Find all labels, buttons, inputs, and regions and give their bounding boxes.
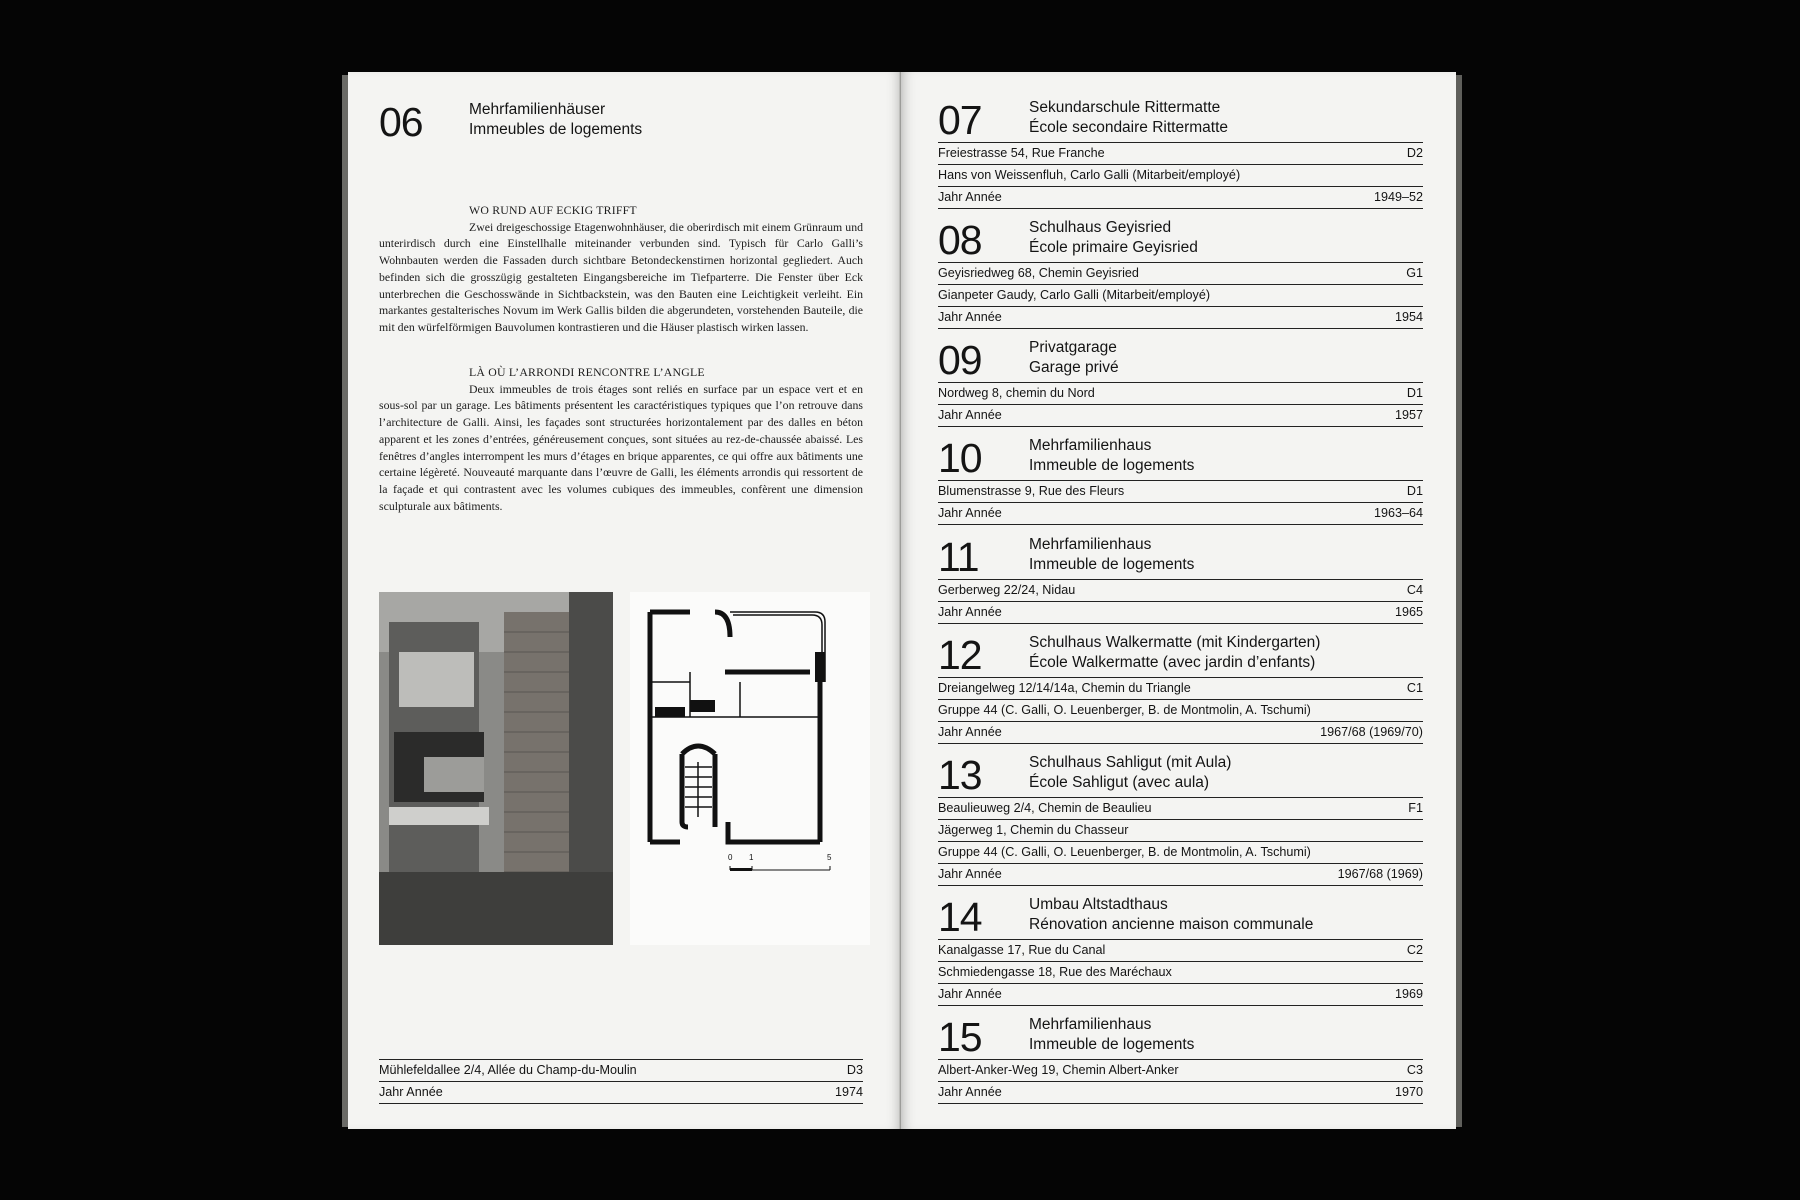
info-row [938,480,1423,502]
info-row [938,142,1423,164]
row-value: D1 [1406,484,1423,498]
entry-title-de: Privatgarage [1029,339,1117,356]
info-row [938,1059,1423,1081]
entry-title-de: Mehrfamilienhaus [1029,437,1152,454]
entry-number: 07 [938,97,982,143]
info-row [938,284,1423,306]
entry-number: 10 [938,435,982,481]
row-value: 1965 [1394,605,1423,619]
heading-fr: LÀ OÙ L’ARRONDI RENCONTRE L’ANGLE [469,365,705,379]
row-text: Gerberweg 22/24, Nidau [938,583,1076,597]
description-fr [379,364,863,514]
info-row [938,579,1423,601]
row-text: Jahr Année [938,310,1002,324]
entry-title-fr: École Walkermatte (avec jardin d’enfants) [1029,654,1316,671]
info-row [938,502,1423,525]
info-row [938,863,1423,886]
info-row [938,819,1423,841]
scale-label-5: 5 [827,853,832,862]
row-value: C4 [1406,583,1423,597]
row-text: Jahr Année [938,506,1002,520]
building-photo [379,592,613,945]
entry-title-de: Umbau Altstadthaus [1029,896,1168,913]
row-value: 1949–52 [1373,190,1423,204]
entry-title-fr: École primaire Geyisried [1029,239,1198,256]
info-row [938,983,1423,1006]
entry-title-de: Schulhaus Geyisried [1029,219,1172,236]
heading-de: WO RUND AUF ECKIG TRIFFT [469,203,637,217]
row-text: Jahr Année [938,867,1002,881]
entry-number: 09 [938,337,982,383]
entry-title-fr: École Sahligut (avec aula) [1029,774,1210,791]
row-text: Jahr Année [938,1085,1002,1099]
grid-reference: D3 [846,1063,863,1077]
entry-title-de: Mehrfamilienhäuser [469,101,606,118]
entry-title-de: Schulhaus Walkermatte (mit Kindergarten) [1029,634,1321,651]
row-value: F1 [1408,801,1423,815]
row-text: Jahr Année [938,190,1002,204]
row-text: Nordweg 8, chemin du Nord [938,386,1095,400]
info-row [938,186,1423,209]
row-text: Kanalgasse 17, Rue du Canal [938,943,1106,957]
row-text: Jahr Année [938,987,1002,1001]
entry-title-fr: Immeuble de logements [1029,1036,1195,1053]
info-row [938,797,1423,819]
info-row [938,677,1423,699]
entry-title-fr: Immeubles de logements [469,121,643,138]
scale-label-1: 1 [749,853,754,862]
row-value: C1 [1406,681,1423,695]
floor-plan [630,592,870,945]
year-value: 1974 [834,1085,863,1099]
year-label: Jahr Année [379,1085,443,1099]
entry-title-fr: Immeuble de logements [1029,457,1195,474]
info-row [938,1081,1423,1104]
info-row [938,382,1423,404]
entry-title-de: Sekundarschule Rittermatte [1029,99,1221,116]
row-value: D2 [1406,146,1423,160]
row-text: Jägerweg 1, Chemin du Chasseur [938,823,1129,837]
text-fr: Deux immeubles de trois étages sont reliés en surface par un espace vert et en sous-sol par un garage. Les bâtiments présentent les caractéristiques typiques que l’on retrouve dans l’architecture de Galli. Ainsi, les façades sont structurées horizontalement par des dalles en béton apparent et les zones d’entrées, généreusement conçues, sont situées au rez-de-chaussée abaissé. Les fenêtres d’angles interrompent les murs d’étages en brique apparentes, ce qui offre aux bâtiments une certaine légèreté. Nouveauté marquante dans l’œuvre de Galli, les éléments arrondis qui ressortent de la façade et qui contrastent avec les volumes cubiques des immeubles, confèrent une dimension sculpturale aux bâtiments. [379,381,863,513]
row-value: 1970 [1394,1085,1423,1099]
page-edge-right [1456,75,1462,1127]
row-value: 1967/68 (1969) [1337,867,1423,881]
row-text: Jahr Année [938,605,1002,619]
entry-title-de: Mehrfamilienhaus [1029,536,1152,553]
info-row [938,841,1423,863]
row-text: Jahr Année [938,408,1002,422]
row-value: 1954 [1394,310,1423,324]
row-text: Gianpeter Gaudy, Carlo Galli (Mitarbeit/employé) [938,288,1211,302]
entry-title-de: Mehrfamilienhaus [1029,1016,1152,1033]
entry-number: 15 [938,1014,982,1060]
scale-label-0: 0 [728,853,733,862]
info-row [938,699,1423,721]
info-row [938,262,1423,284]
info-row [938,721,1423,744]
row-text: Hans von Weissenfluh, Carlo Galli (Mitarbeit/employé) [938,168,1241,182]
info-row [938,961,1423,983]
info-row [938,306,1423,329]
entry-number: 11 [938,534,979,580]
row-value: C3 [1406,1063,1423,1077]
row-value: C2 [1406,943,1423,957]
entry-title-fr: Immeuble de logements [1029,556,1195,573]
row-value: G1 [1406,266,1423,280]
address-row [379,1059,863,1081]
entry-number: 13 [938,752,982,798]
left-page [348,72,901,1129]
row-value: 1969 [1394,987,1423,1001]
info-row [938,939,1423,961]
row-text: Freiestrasse 54, Rue Franche [938,146,1105,160]
row-value: 1967/68 (1969/70) [1320,725,1423,739]
year-row [379,1081,863,1104]
entry-number: 12 [938,632,982,678]
row-text: Jahr Année [938,725,1002,739]
row-text: Gruppe 44 (C. Galli, O. Leuenberger, B. de Montmolin, A. Tschumi) [938,845,1311,859]
info-row [938,404,1423,427]
row-value: 1957 [1394,408,1423,422]
address: Mühlefeldallee 2/4, Allée du Champ-du-Moulin [379,1063,637,1077]
entry-title-fr: Garage privé [1029,359,1119,376]
row-text: Schmiedengasse 18, Rue des Maréchaux [938,965,1172,979]
info-row [938,164,1423,186]
row-value: D1 [1406,386,1423,400]
entry-title-de: Schulhaus Sahligut (mit Aula) [1029,754,1232,771]
entry-number: 14 [938,894,982,940]
info-row [938,601,1423,624]
entry-number: 08 [938,217,982,263]
row-value: 1963–64 [1373,506,1423,520]
row-text: Beaulieuweg 2/4, Chemin de Beaulieu [938,801,1152,815]
entry-title-fr: École secondaire Rittermatte [1029,119,1229,136]
row-text: Gruppe 44 (C. Galli, O. Leuenberger, B. de Montmolin, A. Tschumi) [938,703,1311,717]
row-text: Blumenstrasse 9, Rue des Fleurs [938,484,1125,498]
row-text: Albert-Anker-Weg 19, Chemin Albert-Anker [938,1063,1179,1077]
row-text: Dreiangelweg 12/14/14a, Chemin du Triangle [938,681,1191,695]
entry-number: 06 [379,99,423,145]
row-text: Geyisriedweg 68, Chemin Geyisried [938,266,1139,280]
right-page [901,72,1456,1129]
description-de [379,202,863,336]
entry-title-fr: Rénovation ancienne maison communale [1029,916,1314,933]
text-de: Zwei dreigeschossige Etagenwohnhäuser, die oberirdisch mit einem Grünraum und unterirdisch durch eine Einstellhalle miteinander verbunden sind. Typisch für Carlo Galli’s Wohnbauten werden die Fassaden durch sichtbare Betondeckenstirnen horizontal gegliedert. Auch befinden sich die grosszügig gestalteten Eingangsbereiche im Tiefparterre. Die Fenster über Eck unterbrechen die Geschosswände in Sichtbackstein, was den Bauten eine Leichtigkeit verleiht. Ein markantes gestalterisches Novum im Werk Gallis bilden die abgerundeten, vorstehenden Bauteile, die mit den würfelförmigen Bauvolumen kontrastieren und die Häuser plastisch wirken lassen. [379,219,863,334]
